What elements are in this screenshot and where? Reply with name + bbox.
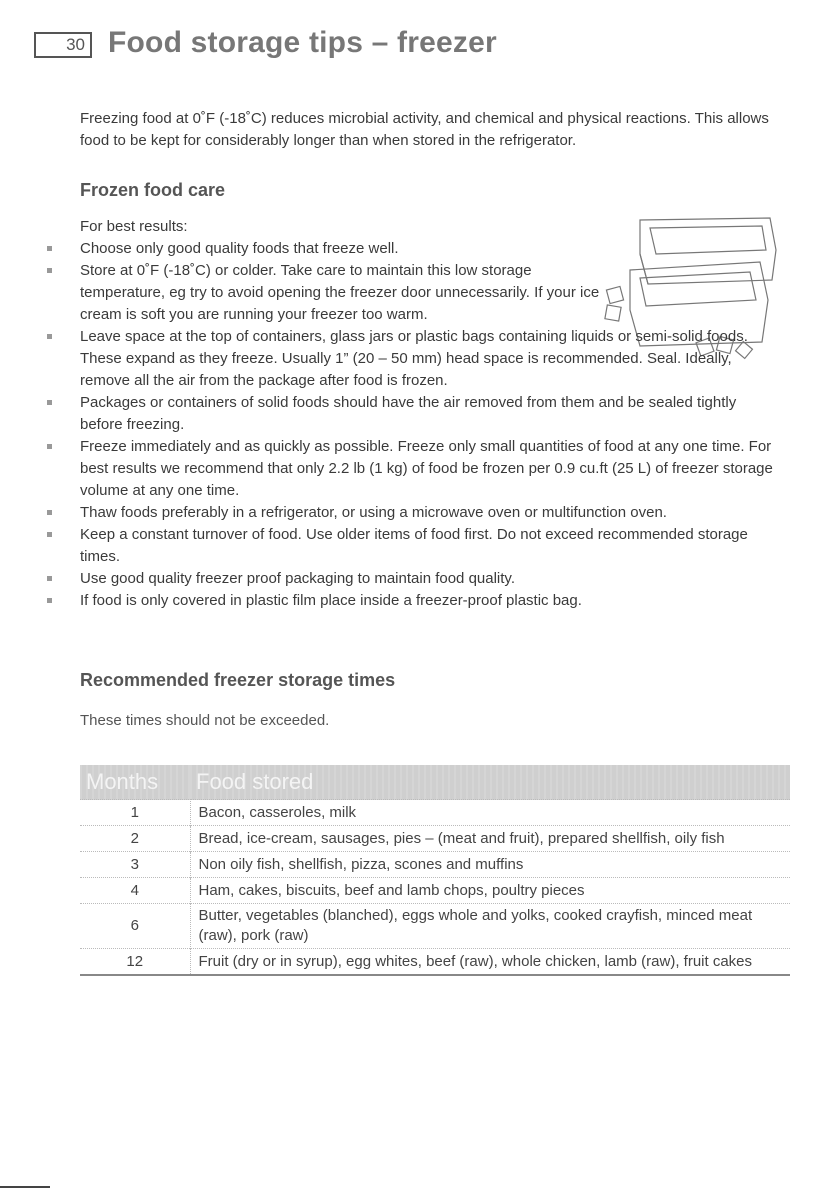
page-title: Food storage tips – freezer bbox=[108, 26, 497, 59]
table-header-row bbox=[80, 765, 790, 800]
food-cell: Ham, cakes, biscuits, beef and lamb chops, poultry pieces bbox=[190, 878, 790, 904]
table-row bbox=[80, 826, 790, 852]
list-item: Packages or containers of solid foods should have the air removed from them and be sealed tightly before freezing. bbox=[80, 392, 780, 436]
care-list bbox=[80, 238, 780, 612]
list-item: Freeze immediately and as quickly as possible. Freeze only small quantities of food at any one time. For best results we recommend that only 2.2 lb (1 kg) of food be frozen per 0.9 cu.ft (25 L) of freezer storage volume at any one time. bbox=[80, 436, 780, 502]
storage-times-note: These times should not be exceeded. bbox=[80, 712, 330, 729]
table-row bbox=[80, 878, 790, 904]
food-cell: Bacon, casseroles, milk bbox=[190, 800, 790, 826]
food-cell: Fruit (dry or in syrup), egg whites, beef (raw), whole chicken, lamb (raw), fruit cakes bbox=[190, 949, 790, 976]
months-cell: 6 bbox=[80, 904, 190, 949]
table-row bbox=[80, 904, 790, 949]
months-cell: 12 bbox=[80, 949, 190, 976]
table-row bbox=[80, 800, 790, 826]
months-cell: 2 bbox=[80, 826, 190, 852]
storage-times-table bbox=[80, 765, 790, 976]
list-item: Leave space at the top of containers, glass jars or plastic bags containing liquids or semi-solid foods. These expand as they freeze. Usually 1” (20 – 50 mm) head space is recommended. Seal. Ideally, remove all the air from the package after food is frozen. bbox=[80, 326, 780, 392]
column-header-food: Food stored bbox=[190, 765, 790, 800]
storage-times-heading: Recommended freezer storage times bbox=[80, 670, 396, 690]
list-item: Choose only good quality foods that freeze well. bbox=[80, 238, 780, 260]
months-cell: 3 bbox=[80, 852, 190, 878]
column-header-months: Months bbox=[80, 765, 190, 800]
food-cell: Butter, vegetables (blanched), eggs whole and yolks, cooked crayfish, minced meat (raw), pork (raw) bbox=[190, 904, 790, 949]
intro-paragraph: Freezing food at 0˚F (-18˚C) reduces microbial activity, and chemical and physical reactions. This allows food to be kept for considerably longer than when stored in the refrigerator. bbox=[80, 110, 769, 149]
list-item: Thaw foods preferably in a refrigerator, or using a microwave oven or multifunction oven. bbox=[80, 502, 780, 524]
list-item: Keep a constant turnover of food. Use older items of food first. Do not exceed recommended storage times. bbox=[80, 524, 780, 568]
footer-rule bbox=[0, 1186, 50, 1188]
months-cell: 4 bbox=[80, 878, 190, 904]
care-lead: For best results: bbox=[80, 218, 188, 235]
list-item: Use good quality freezer proof packaging to maintain food quality. bbox=[80, 568, 780, 590]
months-cell: 1 bbox=[80, 800, 190, 826]
table-row bbox=[80, 852, 790, 878]
frozen-food-care-heading: Frozen food care bbox=[80, 180, 226, 200]
table-row bbox=[80, 949, 790, 976]
food-cell: Non oily fish, shellfish, pizza, scones and muffins bbox=[190, 852, 790, 878]
food-cell: Bread, ice-cream, sausages, pies – (meat and fruit), prepared shellfish, oily fish bbox=[190, 826, 790, 852]
list-item: If food is only covered in plastic film place inside a freezer-proof plastic bag. bbox=[80, 590, 780, 612]
list-item: Store at 0˚F (-18˚C) or colder. Take care to maintain this low storage temperature, eg try to avoid opening the freezer door unnecessarily. If your ice cream is soft you are running your freezer too warm. bbox=[80, 260, 780, 326]
page-number: 30 bbox=[34, 32, 92, 58]
